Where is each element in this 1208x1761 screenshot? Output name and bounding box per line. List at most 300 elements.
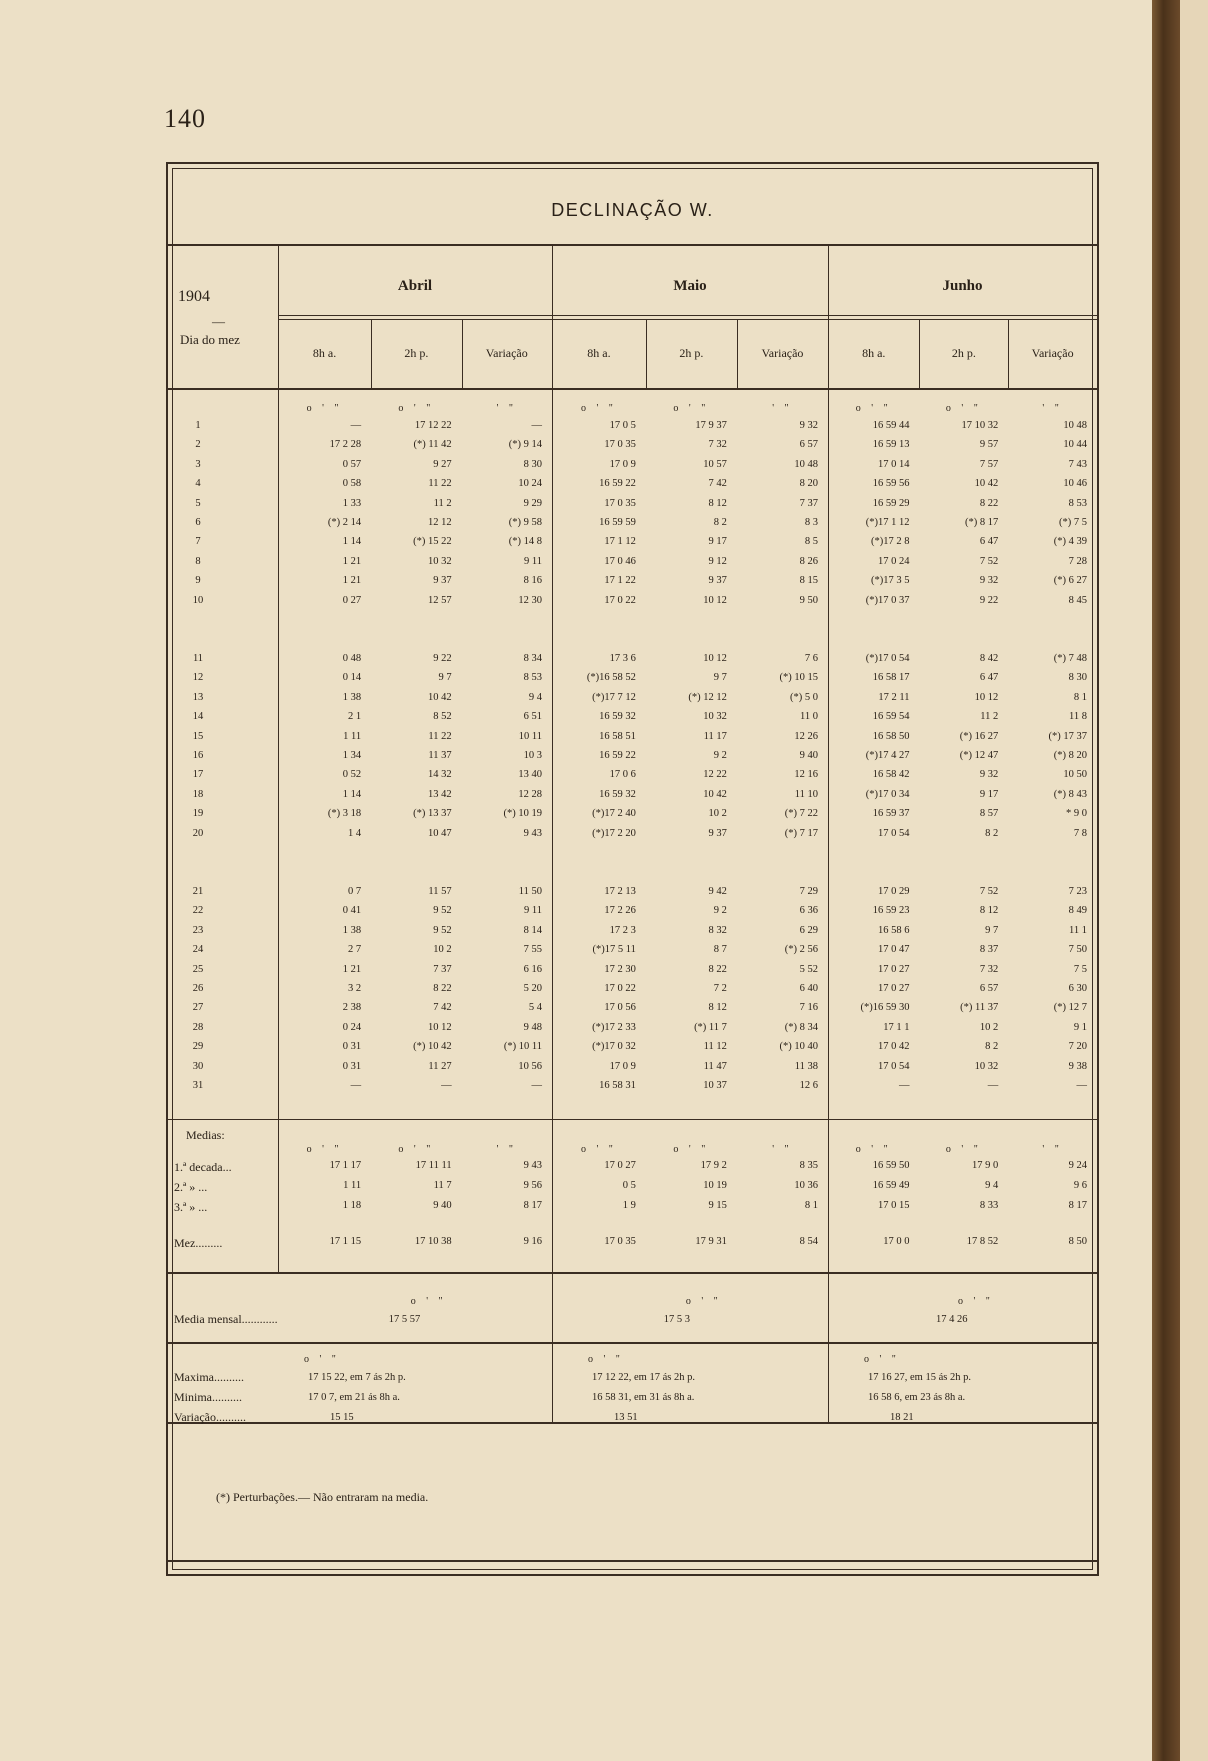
- table-cell: (*) 10 40: [779, 1041, 818, 1053]
- table-cell: 8 1: [1073, 691, 1087, 703]
- table-cell: 17 2 30: [604, 963, 636, 975]
- table-cell: 1 38: [342, 691, 362, 703]
- col-header: 2h p.: [951, 346, 976, 360]
- table-cell: 5 20: [523, 983, 542, 994]
- table-cell: 11 47: [703, 1060, 727, 1072]
- table-cell: 9 50: [799, 594, 818, 606]
- day-number: 12: [192, 672, 204, 684]
- table-cell: 8 45: [1068, 594, 1087, 606]
- media-mensal-value: 17 5 57: [388, 1314, 421, 1325]
- medias-cell: 17 9 2: [700, 1160, 727, 1171]
- table-cell: 7 57: [979, 458, 999, 470]
- maxima-value: 17 15 22, em 7 ás 2h p.: [308, 1372, 406, 1383]
- table-cell: (*) 8 43: [1053, 788, 1087, 800]
- table-cell: 2 7: [348, 944, 362, 956]
- table-cell: 7 29: [799, 886, 818, 897]
- table-cell: 1 21: [342, 575, 362, 587]
- table-cell: (*) 8 34: [784, 1021, 818, 1033]
- day-number: 10: [192, 594, 204, 606]
- table-cell: 1 34: [342, 750, 362, 761]
- table-cell: 16 59 32: [599, 711, 636, 723]
- table-cell: 9 11: [524, 555, 542, 567]
- table-cell: 17 0 42: [877, 1041, 910, 1053]
- table-cell: 17 0 54: [877, 1060, 910, 1072]
- medias-cell: 9 43: [523, 1160, 542, 1171]
- units-label: o ' ": [673, 1144, 710, 1155]
- table-cell: 17 0 47: [877, 944, 910, 956]
- rule-vertical: [552, 244, 553, 1422]
- table-cell: 0 31: [342, 1041, 362, 1053]
- table-cell: 6 16: [523, 963, 542, 975]
- table-cell: 17 0 46: [604, 555, 636, 567]
- medias-cell: 8 1: [804, 1200, 818, 1211]
- table-cell: (*) 10 11: [503, 1041, 542, 1053]
- table-cell: 7 50: [1068, 944, 1087, 956]
- table-cell: 10 44: [1063, 439, 1087, 451]
- table-cell: 1 21: [342, 555, 362, 567]
- table-cell: 8 5: [804, 536, 818, 548]
- table-cell: (*) 11 37: [960, 1002, 999, 1014]
- table-cell: (*) 12 7: [1053, 1002, 1087, 1014]
- table-cell: 12 30: [518, 594, 542, 606]
- medias-cell: 9 56: [523, 1180, 542, 1191]
- units-label: o ' ": [306, 1144, 343, 1155]
- month-header-abril: Abril: [397, 278, 433, 294]
- table-cell: 10 24: [518, 478, 542, 490]
- table-cell: 10 2: [979, 1021, 999, 1033]
- table-cell: 17 1 12: [604, 536, 636, 548]
- rule-horizontal: [168, 244, 1097, 246]
- table-cell: (*) 6 27: [1053, 575, 1087, 587]
- mez-cell: 8 54: [799, 1236, 818, 1247]
- table-cell: (*)16 58 52: [586, 672, 636, 684]
- day-number: 19: [192, 808, 204, 820]
- table-cell: 16 58 50: [872, 730, 910, 742]
- table-cell: 17 2 3: [609, 924, 636, 936]
- table-cell: 9 7: [713, 672, 727, 684]
- table-cell: 7 42: [708, 478, 727, 490]
- table-cell: 8 30: [1068, 672, 1087, 684]
- table-cell: 7 8: [1073, 827, 1087, 839]
- table-cell: 7 20: [1068, 1041, 1087, 1053]
- table-cell: (*) 16 27: [959, 730, 999, 742]
- table-cell: 7 52: [979, 886, 999, 897]
- table-cell: 10 48: [794, 458, 818, 470]
- table-cell: 14 32: [427, 769, 452, 781]
- table-cell: 7 37: [799, 497, 818, 509]
- table-cell: 10 47: [427, 827, 452, 839]
- table-cell: 8 30: [523, 458, 542, 470]
- month-header-junho: Junho: [942, 278, 983, 294]
- table-cell: 2 1: [348, 711, 362, 723]
- table-cell: —: [898, 1080, 910, 1091]
- media-mensal-value: 17 4 26: [935, 1314, 968, 1325]
- day-number: 26: [192, 983, 204, 994]
- maxima-value: 17 16 27, em 15 ás 2h p.: [868, 1372, 971, 1383]
- table-cell: 10 12: [703, 594, 727, 606]
- table-cell: —: [531, 420, 542, 431]
- mez-cell: 17 9 31: [695, 1236, 727, 1247]
- medias-cell: 16 59 49: [872, 1180, 910, 1191]
- table-cell: 6 30: [1068, 983, 1087, 994]
- table-cell: 7 32: [979, 963, 999, 975]
- table-cell: 8 22: [433, 983, 452, 994]
- table-cell: (*) 12 47: [959, 750, 999, 761]
- table-cell: 9 29: [523, 497, 542, 509]
- table-cell: 9 37: [708, 575, 727, 587]
- day-number: 27: [192, 1002, 204, 1014]
- day-number: 23: [192, 924, 204, 936]
- table-cell: 10 12: [703, 653, 727, 664]
- table-cell: 10 32: [427, 555, 452, 567]
- table-cell: 3 2: [348, 983, 362, 994]
- table-cell: —: [987, 1080, 999, 1091]
- table-cell: 8 12: [708, 497, 727, 509]
- year-dash: —: [212, 314, 225, 329]
- table-cell: 8 20: [799, 478, 818, 490]
- table-cell: 16 59 59: [599, 517, 636, 528]
- table-cell: 6 57: [799, 439, 818, 451]
- table-cell: 7 55: [523, 944, 542, 956]
- table-cell: 17 0 22: [604, 983, 636, 994]
- table-cell: 0 27: [342, 594, 362, 606]
- day-number: 17: [192, 769, 204, 781]
- table-cell: 16 59 37: [872, 808, 910, 820]
- units-label: ' ": [772, 1144, 793, 1155]
- rule-horizontal: [278, 319, 1097, 320]
- table-cell: 0 14: [342, 672, 362, 684]
- minima-label: Minima..........: [174, 1390, 242, 1404]
- table-cell: 17 2 28: [329, 439, 362, 451]
- rule-horizontal: [168, 1342, 1097, 1344]
- units-label: ' ": [772, 403, 793, 414]
- table-cell: —: [531, 1080, 542, 1091]
- table-cell: (*)17 0 54: [865, 653, 910, 664]
- table-cell: 9 11: [524, 905, 542, 917]
- day-number: 9: [195, 575, 201, 587]
- table-cell: 16 58 17: [872, 672, 910, 684]
- table-cell: (*) 7 5: [1059, 517, 1087, 528]
- table-cell: (*)17 7 12: [592, 691, 636, 703]
- day-number: 28: [192, 1021, 204, 1033]
- table-cell: 9 4: [528, 691, 542, 703]
- table-cell: 7 42: [433, 1002, 452, 1014]
- table-title: DECLINAÇÃO W.: [551, 200, 714, 220]
- table-cell: (*) 8 20: [1053, 750, 1087, 761]
- table-cell: 1 11: [343, 730, 362, 742]
- table-cell: 17 1 22: [604, 575, 636, 587]
- table-cell: 9 7: [438, 672, 452, 684]
- table-cell: (*) 4 39: [1053, 536, 1087, 548]
- table-cell: 8 52: [433, 711, 452, 723]
- table-cell: (*)17 2 20: [592, 827, 636, 839]
- table-cell: 8 57: [979, 808, 999, 820]
- day-number: 7: [195, 536, 201, 548]
- col-header: 2h p.: [679, 346, 704, 360]
- table-cell: 17 0 35: [604, 497, 636, 509]
- table-cell: 16 59 13: [872, 439, 910, 451]
- table-cell: 17 3 6: [609, 653, 636, 664]
- table-cell: —: [1076, 1080, 1087, 1091]
- col-header: 8h a.: [312, 346, 337, 360]
- table-cell: (*)17 4 27: [865, 750, 910, 761]
- table-cell: 16 59 23: [872, 905, 910, 917]
- rule-horizontal: [278, 315, 1097, 316]
- table-cell: (*)17 3 5: [870, 575, 910, 587]
- medias-cell: 9 24: [1068, 1160, 1087, 1171]
- table-cell: 16 58 51: [599, 730, 636, 742]
- table-cell: (*) 5 0: [790, 691, 818, 703]
- table-cell: 7 32: [708, 439, 727, 451]
- footnote: (*) Perturbações.— Não entraram na media.: [216, 1490, 429, 1504]
- table-cell: 11 17: [703, 730, 727, 742]
- table-cell: (*) 7 17: [784, 827, 818, 839]
- medias-cell: 8 35: [799, 1160, 818, 1171]
- table-cell: 9 2: [713, 750, 727, 761]
- day-number: 22: [192, 905, 204, 917]
- day-number: 15: [192, 730, 204, 742]
- table-cell: 10 56: [518, 1060, 542, 1072]
- table-cell: 10 42: [703, 788, 727, 800]
- day-number: 18: [192, 788, 204, 800]
- table-cell: 17 2 11: [878, 691, 910, 703]
- units-label: o ' ": [398, 403, 435, 414]
- units-label: o ' ": [855, 1144, 892, 1155]
- table-cell: 1 38: [342, 924, 362, 936]
- table-cell: 17 0 9: [609, 458, 636, 470]
- table-cell: 5 4: [528, 1002, 542, 1014]
- table-cell: 12 6: [799, 1080, 818, 1091]
- mez-cell: 17 8 52: [966, 1236, 999, 1247]
- mez-cell: 17 10 38: [414, 1236, 452, 1247]
- table-cell: (*) 13 37: [413, 808, 452, 820]
- table-cell: 7 28: [1068, 555, 1087, 567]
- table-cell: 7 43: [1068, 458, 1087, 470]
- table-cell: 6 40: [799, 983, 818, 994]
- month-header-maio: Maio: [673, 278, 707, 294]
- units-label: o ' ": [945, 403, 982, 414]
- table-cell: 9 48: [523, 1021, 542, 1033]
- table-cell: 9 37: [708, 827, 727, 839]
- table-cell: 0 31: [342, 1060, 362, 1072]
- table-cell: —: [441, 1080, 452, 1091]
- table-cell: 11 0: [800, 711, 818, 723]
- units-label: o ' ": [957, 1296, 994, 1307]
- table-cell: 10 32: [974, 1060, 999, 1072]
- table-cell: 10 42: [974, 478, 999, 490]
- table-cell: 17 0 22: [604, 594, 636, 606]
- table-cell: 9 17: [708, 536, 727, 548]
- mez-cell: 17 0 35: [604, 1236, 636, 1247]
- units-label: ' ": [496, 1144, 517, 1155]
- table-cell: 10 3: [523, 750, 542, 761]
- units-label: ' ": [1042, 403, 1063, 414]
- table-cell: 0 58: [342, 478, 362, 490]
- table-cell: 17 0 24: [877, 555, 910, 567]
- medias-cell: 17 0 27: [604, 1160, 636, 1171]
- table-cell: 8 2: [985, 827, 999, 839]
- table-cell: 16 59 54: [872, 711, 910, 723]
- table-cell: 1 14: [342, 788, 362, 800]
- table-cell: 11 2: [433, 497, 452, 509]
- decada3-label: 3.ª » ...: [174, 1200, 208, 1214]
- table-cell: 17 0 9: [609, 1060, 636, 1072]
- table-cell: 6 47: [979, 672, 999, 684]
- table-cell: 8 3: [804, 517, 818, 528]
- table-cell: 8 37: [979, 944, 999, 956]
- variacao-value: 13 51: [614, 1412, 638, 1423]
- table-cell: (*) 10 15: [779, 672, 818, 684]
- table-cell: (*) 10 19: [503, 808, 542, 820]
- table-cell: 16 59 22: [599, 750, 636, 761]
- table-cell: 9 40: [799, 750, 818, 761]
- table-cell: 12 28: [518, 788, 542, 800]
- table-cell: 16 59 56: [872, 478, 910, 490]
- table-cell: 10 2: [433, 944, 452, 956]
- table-cell: 17 2 13: [604, 886, 636, 897]
- table-cell: 8 14: [523, 924, 542, 936]
- table-cell: 8 53: [523, 672, 542, 684]
- medias-cell: 1 11: [343, 1180, 362, 1191]
- table-cell: 8 32: [708, 924, 727, 936]
- table-cell: 0 57: [342, 458, 362, 470]
- minima-value: 16 58 31, em 31 ás 8h a.: [592, 1392, 695, 1403]
- day-number: 30: [192, 1060, 204, 1072]
- rule-horizontal: [168, 388, 1097, 390]
- table-cell: 16 58 31: [599, 1080, 636, 1091]
- year-label: 1904: [178, 288, 210, 305]
- medias-cell: 17 9 0: [971, 1160, 999, 1171]
- table-cell: 11 22: [428, 478, 452, 490]
- maxima-value: 17 12 22, em 17 ás 2h p.: [592, 1372, 695, 1383]
- table-cell: 6 57: [979, 983, 999, 994]
- table-cell: 8 22: [979, 497, 999, 509]
- mez-cell: 17 1 15: [329, 1236, 362, 1247]
- table-cell: 7 5: [1073, 963, 1087, 975]
- table-cell: 1 4: [348, 827, 362, 839]
- table-cell: 16 59 44: [872, 420, 910, 431]
- table-cell: 9 38: [1068, 1060, 1087, 1072]
- table-cell: 9 2: [713, 905, 727, 917]
- rule-vertical: [278, 244, 279, 1272]
- table-cell: 16 58 6: [877, 924, 910, 936]
- table-cell: 16 59 29: [872, 497, 910, 509]
- table-cell: 17 0 14: [877, 458, 910, 470]
- table-cell: 17 1 1: [883, 1021, 910, 1033]
- table-cell: 16 59 32: [599, 788, 636, 800]
- table-cell: 11 37: [428, 750, 452, 761]
- table-cell: 8 12: [979, 905, 999, 917]
- table-cell: 11 57: [428, 886, 452, 897]
- table-cell: (*)17 5 11: [592, 944, 636, 956]
- rule-horizontal: [168, 1560, 1097, 1562]
- table-cell: (*) 2 14: [327, 517, 362, 528]
- variacao-value: 18 21: [890, 1412, 914, 1423]
- minima-value: 16 58 6, em 23 ás 8h a.: [868, 1392, 966, 1403]
- units-label: o ' ": [398, 1144, 435, 1155]
- medias-cell: 10 36: [794, 1180, 818, 1191]
- table-cell: (*) 3 18: [327, 808, 362, 820]
- table-cell: (*)17 0 32: [592, 1041, 636, 1053]
- day-number: 3: [195, 458, 201, 470]
- table-cell: 0 48: [342, 653, 362, 664]
- day-number: 25: [192, 963, 204, 975]
- medias-cell: 8 33: [979, 1200, 999, 1211]
- table-cell: 1 21: [342, 963, 362, 975]
- table-cell: 9 17: [979, 788, 999, 800]
- table-cell: (*)17 0 34: [865, 788, 910, 800]
- table-cell: 9 32: [979, 575, 999, 587]
- table-cell: 8 22: [708, 963, 727, 975]
- table-cell: 9 52: [433, 924, 452, 936]
- table-cell: 9 12: [708, 555, 727, 567]
- table-cell: 12 16: [794, 769, 818, 781]
- medias-cell: 17 1 17: [329, 1160, 362, 1171]
- col-header: 2h p.: [404, 346, 429, 360]
- medias-cell: 1 18: [342, 1200, 362, 1211]
- units-label: o ' ": [588, 1354, 624, 1365]
- table-cell: 17 0 5: [609, 420, 636, 431]
- mez-cell: 17 0 0: [883, 1236, 910, 1247]
- table-cell: (*) 2 56: [784, 944, 818, 956]
- table-cell: 6 29: [799, 924, 818, 936]
- table-cell: 17 12 22: [414, 420, 452, 431]
- table-cell: 11 50: [518, 886, 542, 897]
- book-edge: [1152, 0, 1180, 1761]
- table-cell: 9 57: [979, 439, 999, 451]
- medias-cell: 9 15: [708, 1200, 727, 1211]
- units-label: ' ": [496, 403, 517, 414]
- table-cell: 8 2: [713, 517, 727, 528]
- table-cell: 10 11: [518, 730, 542, 742]
- table-cell: (*)17 2 8: [870, 536, 910, 548]
- table-cell: (*) 9 58: [508, 517, 542, 528]
- table-cell: 0 24: [342, 1021, 362, 1033]
- page-number: 140: [164, 104, 206, 133]
- col-header: Variação: [485, 346, 528, 360]
- table-cell: 7 16: [799, 1002, 818, 1014]
- table-cell: (*)17 2 40: [592, 808, 636, 820]
- medias-cell: 9 4: [985, 1180, 999, 1191]
- table-cell: 5 52: [799, 963, 818, 975]
- table-cell: 11 8: [1069, 711, 1087, 723]
- table-cell: 12 22: [703, 769, 727, 781]
- table-cell: 16 59 22: [599, 478, 636, 490]
- minima-value: 17 0 7, em 21 ás 8h a.: [308, 1392, 400, 1403]
- table-cell: —: [350, 420, 362, 431]
- table-cell: 0 52: [342, 769, 362, 781]
- day-number: 11: [192, 653, 204, 664]
- table-cell: 12 26: [794, 730, 818, 742]
- table-cell: 9 42: [708, 886, 727, 897]
- medias-cell: 1 9: [622, 1200, 636, 1211]
- table-cell: 16 58 42: [872, 769, 910, 781]
- day-number: 24: [192, 944, 204, 956]
- medias-cell: 17 11 11: [415, 1160, 452, 1171]
- table-cell: 12 57: [427, 594, 452, 606]
- table-cell: 0 7: [348, 886, 362, 897]
- medias-cell: 16 59 50: [872, 1160, 910, 1171]
- table-cell: 9 27: [433, 458, 452, 470]
- table-cell: 17 0 6: [609, 769, 636, 781]
- table-cell: (*) 8 17: [964, 517, 999, 528]
- table-cell: 7 6: [804, 653, 818, 664]
- medias-cell: 9 6: [1073, 1180, 1087, 1191]
- table-cell: —: [350, 1080, 362, 1091]
- mez-cell: 8 50: [1068, 1236, 1087, 1247]
- units-label: o ' ": [855, 403, 892, 414]
- table-cell: (*) 7 48: [1053, 653, 1087, 664]
